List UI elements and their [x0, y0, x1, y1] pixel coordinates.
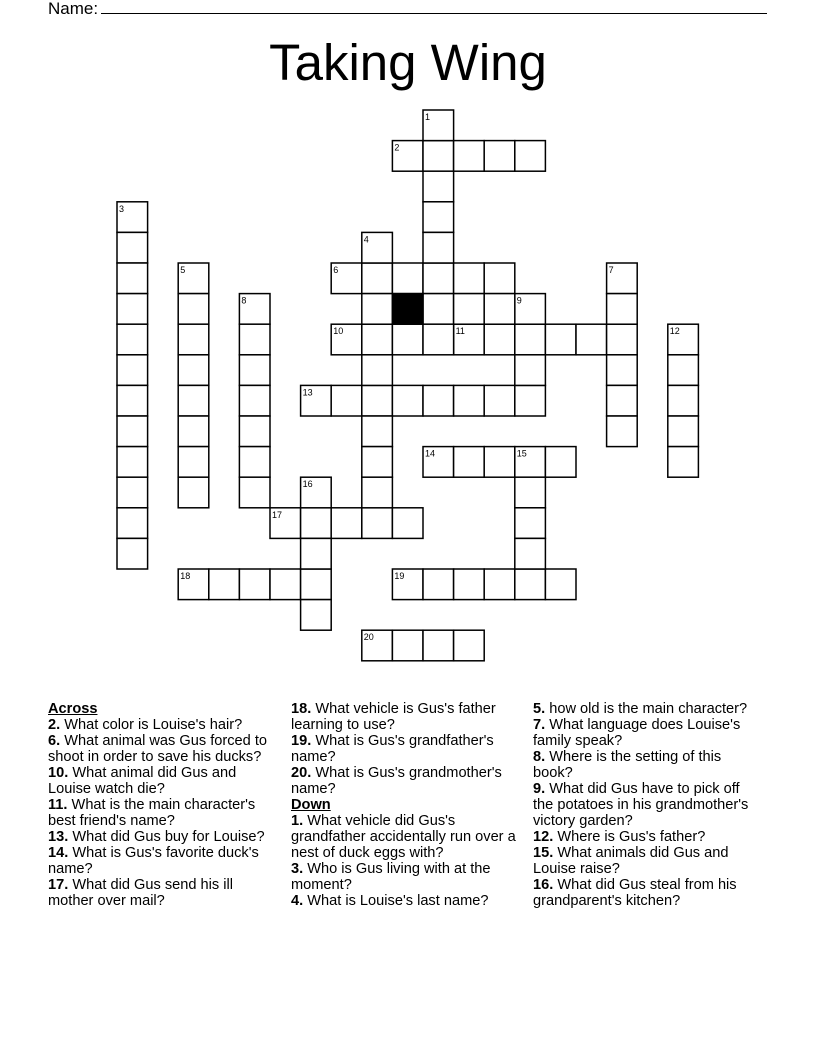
clue-item: [291, 701, 526, 733]
clue-item: [291, 893, 526, 909]
clue-number: 11.: [48, 797, 68, 813]
grid-cell[interactable]: [239, 355, 270, 386]
clue-item: [291, 861, 526, 893]
cell-number: 20: [363, 632, 374, 643]
clue-number: 12.: [533, 829, 554, 845]
clue-text: What color is Louise's hair?: [60, 717, 243, 733]
grid-cell[interactable]: [362, 385, 393, 416]
grid-cell[interactable]: [270, 569, 301, 600]
grid-cell[interactable]: [515, 385, 546, 416]
grid-cell[interactable]: [362, 294, 393, 325]
grid-cell[interactable]: [117, 385, 148, 416]
clue-item: [533, 877, 763, 909]
cell-number: 15: [516, 448, 527, 459]
clue-number: 5.: [533, 701, 546, 717]
grid-cell[interactable]: [239, 416, 270, 447]
clues-column-3: [533, 701, 763, 909]
cell-number: 2: [394, 142, 400, 153]
grid-cell[interactable]: [301, 538, 332, 569]
grid-cell[interactable]: [239, 569, 270, 600]
grid-cell[interactable]: [117, 294, 148, 325]
cell-number: 19: [394, 571, 405, 581]
grid-cell[interactable]: [423, 141, 454, 172]
grid-cell[interactable]: [454, 569, 485, 600]
grid-cell[interactable]: [515, 569, 546, 600]
across-clue-list: [48, 717, 273, 909]
grid-cell[interactable]: [178, 294, 209, 325]
grid-cell[interactable]: [484, 447, 515, 478]
grid-cell[interactable]: [607, 385, 638, 416]
cell-number: 17: [272, 509, 283, 520]
grid-cell[interactable]: [515, 477, 546, 508]
cell-number: 10: [333, 326, 344, 337]
clue-item: [48, 845, 273, 877]
grid-cell[interactable]: [423, 202, 454, 233]
clue-number: 1.: [291, 813, 304, 829]
cell-number: 8: [241, 295, 247, 306]
grid-cell[interactable]: [454, 141, 485, 172]
down-clue-list-continued: [533, 701, 763, 909]
grid-cell[interactable]: [362, 447, 393, 478]
grid-cell[interactable]: [515, 538, 546, 569]
grid-cell[interactable]: [607, 324, 638, 355]
cell-number: 3: [119, 203, 125, 214]
puzzle-title: Taking Wing: [269, 34, 547, 91]
clue-item: [291, 733, 526, 765]
grid-cell[interactable]: [239, 324, 270, 355]
grid-cell[interactable]: [362, 477, 393, 508]
clue-item: [533, 845, 763, 877]
clue-item: [533, 749, 763, 781]
clue-text: What did Gus buy for Louise?: [68, 829, 265, 845]
clue-text: What vehicle is Gus's father learning to use?: [291, 701, 496, 733]
clue-number: 15.: [533, 845, 554, 861]
grid-cell[interactable]: [545, 447, 576, 478]
grid-cell[interactable]: [484, 569, 515, 600]
clue-item: [48, 797, 273, 829]
grid-cell[interactable]: [117, 324, 148, 355]
grid-cell[interactable]: [362, 263, 393, 294]
clue-item: [533, 717, 763, 749]
cell-number: 5: [180, 265, 186, 275]
grid-cell[interactable]: [178, 355, 209, 386]
across-clue-list-continued: [291, 701, 526, 797]
clue-item: [48, 733, 273, 765]
cell-number: 18: [180, 571, 191, 581]
grid-cell[interactable]: [178, 324, 209, 355]
grid-cell[interactable]: [239, 447, 270, 478]
grid-cell[interactable]: [454, 447, 485, 478]
grid-cell[interactable]: [515, 355, 546, 386]
grid-cell[interactable]: [362, 355, 393, 386]
grid-cell[interactable]: [484, 294, 515, 325]
grid-cell[interactable]: [515, 324, 546, 355]
grid-cell[interactable]: [484, 141, 515, 172]
cell-number: 12: [669, 326, 680, 337]
grid-cell[interactable]: [362, 324, 393, 355]
clue-number: 19.: [291, 733, 312, 749]
clue-number: 20.: [291, 765, 312, 781]
cell-number: 13: [302, 387, 313, 398]
grid-cell[interactable]: [392, 630, 423, 661]
grid-cell[interactable]: [239, 477, 270, 508]
grid-cell[interactable]: [117, 538, 148, 569]
cell-number: 1: [425, 112, 431, 122]
clue-number: 17.: [48, 877, 69, 893]
grid-cell[interactable]: [423, 385, 454, 416]
grid-cell[interactable]: [484, 324, 515, 355]
cell-number: 4: [363, 234, 369, 245]
clue-number: 10.: [48, 765, 69, 781]
clue-text: Where is Gus's father?: [553, 829, 706, 845]
cell-number: 6: [333, 265, 339, 275]
grid-cell[interactable]: [668, 355, 699, 386]
grid-cell[interactable]: [423, 232, 454, 263]
grid-cell[interactable]: [423, 569, 454, 600]
clue-item: [48, 829, 273, 845]
clue-text: What is Gus's grandmother's name?: [291, 765, 502, 797]
grid-cell[interactable]: [117, 416, 148, 447]
grid-cell[interactable]: [423, 263, 454, 294]
down-heading: Down: [291, 797, 331, 813]
grid-cell[interactable]: [515, 508, 546, 539]
grid-cell[interactable]: [301, 569, 332, 600]
grid-cell[interactable]: [117, 447, 148, 478]
grid-cell[interactable]: [454, 263, 485, 294]
grid-cell[interactable]: [178, 385, 209, 416]
grid-cell[interactable]: [545, 569, 576, 600]
clue-text: What is Gus's favorite duck's name?: [48, 845, 259, 877]
cell-number: 7: [608, 265, 614, 275]
cell-number: 16: [302, 479, 313, 490]
clue-number: 9.: [533, 781, 546, 797]
clue-text: how old is the main character?: [545, 701, 748, 717]
grid-cell[interactable]: [607, 416, 638, 447]
grid-cell[interactable]: [454, 294, 485, 325]
grid-cell[interactable]: [178, 447, 209, 478]
grid-cell[interactable]: [423, 630, 454, 661]
clue-item: [533, 701, 763, 717]
clue-text: What is Louise's last name?: [303, 893, 489, 909]
grid-cell[interactable]: [209, 569, 240, 600]
clues-column-1: [48, 701, 273, 909]
grid-cell[interactable]: [423, 294, 454, 325]
clue-number: 2.: [48, 717, 61, 733]
grid-cell[interactable]: [454, 630, 485, 661]
grid-cell[interactable]: [668, 385, 699, 416]
grid-cell[interactable]: [301, 600, 332, 631]
clue-number: 14.: [48, 845, 69, 861]
grid-cell[interactable]: [331, 385, 362, 416]
grid-cell[interactable]: [392, 508, 423, 539]
clue-text: Who is Gus living with at the moment?: [291, 861, 491, 893]
clue-item: [291, 765, 526, 797]
grid-cell[interactable]: [331, 508, 362, 539]
clue-text: What vehicle did Gus's grandfather accidentally run over a nest of duck eggs with?: [291, 813, 516, 861]
grid-cell[interactable]: [607, 355, 638, 386]
cell-number: 9: [516, 295, 522, 306]
clue-number: 13.: [48, 829, 69, 845]
clue-item: [533, 829, 763, 845]
grid-cell[interactable]: [576, 324, 607, 355]
across-heading: Across: [48, 701, 98, 717]
clue-text: What did Gus steal from his grandparent's kitchen?: [533, 877, 737, 909]
clues-column-2: [291, 701, 526, 909]
grid-cell[interactable]: [117, 355, 148, 386]
clue-text: What did Gus send his ill mother over mail?: [48, 877, 233, 909]
clue-text: What is Gus's grandfather's name?: [291, 733, 494, 765]
clue-text: What animals did Gus and Louise raise?: [533, 845, 729, 877]
clue-number: 16.: [533, 877, 554, 893]
grid-cell[interactable]: [239, 385, 270, 416]
clue-text: What language does Louise's family speak?: [533, 717, 741, 749]
clue-number: 6.: [48, 733, 61, 749]
grid-cell[interactable]: [392, 324, 423, 355]
grid-cell[interactable]: [454, 385, 485, 416]
cell-number: 11: [455, 326, 465, 337]
grid-cell[interactable]: [392, 263, 423, 294]
clue-number: 18.: [291, 701, 312, 717]
clue-text: Where is the setting of this book?: [533, 749, 722, 781]
clue-text: What animal did Gus and Louise watch die?: [48, 765, 237, 797]
grid-cell[interactable]: [362, 416, 393, 447]
grid-cell[interactable]: [117, 477, 148, 508]
grid-cell[interactable]: [392, 385, 423, 416]
clue-number: 8.: [533, 749, 546, 765]
clue-item: [48, 717, 273, 733]
grid-cell[interactable]: [117, 232, 148, 263]
grid-cell[interactable]: [178, 477, 209, 508]
grid-cell[interactable]: [362, 508, 393, 539]
grid-cell[interactable]: [301, 508, 332, 539]
clue-item: [533, 781, 763, 829]
grid-cell[interactable]: [545, 324, 576, 355]
grid-cell[interactable]: [117, 263, 148, 294]
grid-cell[interactable]: [178, 416, 209, 447]
black-cell: [392, 294, 423, 325]
clue-text: What did Gus have to pick off the potatoes in his grandmother's victory garden?: [533, 781, 749, 829]
cell-number: 14: [425, 448, 436, 459]
grid-cell[interactable]: [515, 141, 546, 172]
grid-cell[interactable]: [117, 508, 148, 539]
grid-cell[interactable]: [423, 171, 454, 202]
clue-number: 7.: [533, 717, 546, 733]
grid-cell[interactable]: [607, 294, 638, 325]
name-label: Name:: [48, 0, 99, 18]
grid-cell[interactable]: [484, 263, 515, 294]
clue-item: [291, 813, 526, 861]
grid-cell[interactable]: [423, 324, 454, 355]
clue-text: What animal was Gus forced to shoot in order to save his ducks?: [48, 733, 267, 765]
clue-number: 3.: [291, 861, 304, 877]
grid-cell[interactable]: [484, 385, 515, 416]
grid-cell[interactable]: [668, 416, 699, 447]
clue-item: [48, 765, 273, 797]
clue-number: 4.: [291, 893, 304, 909]
down-clue-list: [291, 813, 526, 909]
clue-item: [48, 877, 273, 909]
grid-cell[interactable]: [668, 447, 699, 478]
clue-text: What is the main character's best friend's name?: [48, 797, 256, 829]
